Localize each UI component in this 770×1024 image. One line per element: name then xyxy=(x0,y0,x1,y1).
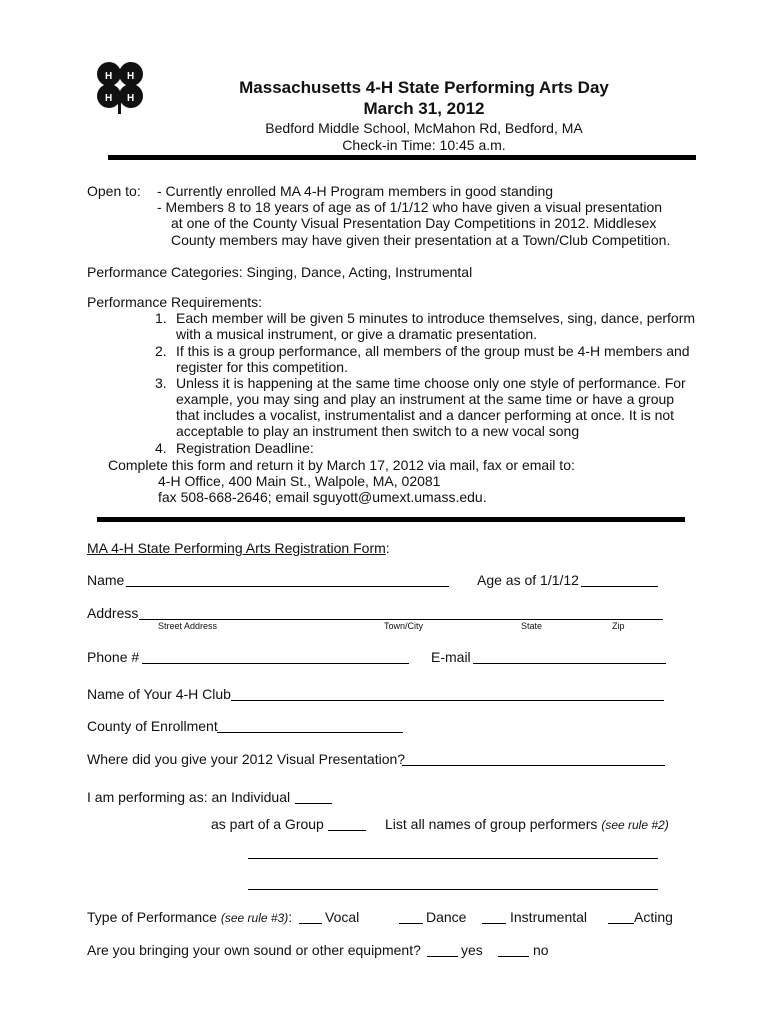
county-label: County of Enrollment xyxy=(87,718,218,734)
dance-label: Dance xyxy=(426,909,467,925)
age-label: Age as of 1/1/12 xyxy=(477,572,579,588)
rule-3-text: Unless it is happening at the same time choose only one style of performance. For xyxy=(176,375,686,391)
performance-type-rule: (see rule #3) xyxy=(220,911,289,925)
dance-checkbox[interactable] xyxy=(399,923,423,924)
club-label: Name of Your 4-H Club xyxy=(87,686,231,702)
rule-1-text: Each member will be given 5 minutes to introduce themselves, sing, dance, perform xyxy=(176,310,696,326)
state-caption: State xyxy=(521,621,543,631)
county-field[interactable] xyxy=(217,732,403,733)
event-location: Bedford Middle School, McMahon Rd, Bedford, MA xyxy=(265,120,583,136)
group-performers-field-1[interactable] xyxy=(248,858,658,859)
rule-number: 4. xyxy=(155,440,167,456)
group-performers-text: List all names of group performers xyxy=(385,816,598,832)
club-field[interactable] xyxy=(231,700,664,701)
rule-4-text: Registration Deadline: xyxy=(176,440,314,456)
page-title: Massachusetts 4-H State Performing Arts Day xyxy=(239,78,609,97)
individual-field[interactable] xyxy=(295,803,332,804)
rule-number: 1. xyxy=(155,310,167,326)
visual-presentation-field[interactable] xyxy=(402,765,665,766)
open-to-item-2-cont: County members may have given their presentation at a Town/Club Competition. xyxy=(171,232,671,248)
header-divider xyxy=(108,155,696,160)
performance-type-colon: : xyxy=(288,909,293,925)
form-heading xyxy=(87,540,390,556)
address-label: Address xyxy=(87,605,139,621)
open-to-item-2-cont: at one of the County Visual Presentation Day Competitions in 2012. Middlesex xyxy=(171,215,657,231)
vocal-checkbox[interactable] xyxy=(299,923,322,924)
vocal-label: Vocal xyxy=(325,909,360,925)
checkin-time: Check-in Time: 10:45 a.m. xyxy=(342,137,506,153)
svg-text:H: H xyxy=(105,93,113,104)
name-label: Name xyxy=(87,572,125,588)
performing-as-label: I am performing as: an Individual xyxy=(87,789,291,805)
equipment-yes-label: yes xyxy=(461,942,483,958)
svg-text:H: H xyxy=(127,71,135,82)
phone-label: Phone # xyxy=(87,649,140,665)
requirements-heading: Performance Requirements: xyxy=(87,294,263,310)
group-performers-label xyxy=(385,816,669,832)
equipment-no-label: no xyxy=(533,942,549,958)
group-label: as part of a Group xyxy=(211,816,324,832)
svg-text:H: H xyxy=(105,71,113,82)
rule-3-text: acceptable to play an instrument then switch to a new vocal song xyxy=(176,423,580,439)
zip-caption: Zip xyxy=(612,621,625,631)
event-date: March 31, 2012 xyxy=(363,99,485,118)
town-city-caption: Town/City xyxy=(384,621,424,631)
visual-presentation-label: Where did you give your 2012 Visual Presentation? xyxy=(87,751,406,767)
open-to-label: Open to: xyxy=(87,183,141,199)
rule-number: 3. xyxy=(155,375,167,391)
form-heading-text: MA 4-H State Performing Arts Registration Form xyxy=(87,540,386,556)
office-contact: fax 508-668-2646; email sguyott@umext.umass.edu. xyxy=(158,489,487,505)
office-address: 4-H Office, 400 Main St., Walpole, MA, 02081 xyxy=(158,473,441,489)
form-heading-colon: : xyxy=(385,540,390,556)
rule-2-text: register for this competition. xyxy=(176,359,348,375)
equipment-yes-field[interactable] xyxy=(427,956,458,957)
rule-number: 2. xyxy=(155,343,167,359)
age-field[interactable] xyxy=(581,586,658,587)
4h-clover-logo xyxy=(88,56,152,120)
name-field[interactable] xyxy=(126,586,449,587)
equipment-no-field[interactable] xyxy=(498,956,529,957)
section-divider xyxy=(97,517,685,522)
street-address-caption: Street Address xyxy=(158,621,218,631)
instrumental-checkbox[interactable] xyxy=(482,923,506,924)
deadline-text: Complete this form and return it by March 17, 2012 via mail, fax or email to: xyxy=(108,457,575,473)
performance-type-label xyxy=(87,909,292,925)
open-to-item-2: - Members 8 to 18 years of age as of 1/1/12 who have given a visual presentation xyxy=(157,199,663,215)
rule-2-text: If this is a group performance, all members of the group must be 4-H members and xyxy=(176,343,690,359)
acting-checkbox[interactable] xyxy=(608,923,634,924)
rule-1-text: with a musical instrument, or give a dramatic presentation. xyxy=(176,326,538,342)
email-field[interactable] xyxy=(473,663,666,664)
group-performers-rule: (see rule #2) xyxy=(601,818,669,832)
rule-3-text: example, you may sing and play an instrument at the same time or have a group xyxy=(176,391,675,407)
phone-field[interactable] xyxy=(142,663,409,664)
group-field[interactable] xyxy=(328,830,366,831)
performance-type-text: Type of Performance xyxy=(87,909,217,925)
acting-label: Acting xyxy=(634,909,673,925)
email-label: E-mail xyxy=(431,649,471,665)
equipment-label: Are you bringing your own sound or other equipment? xyxy=(87,942,421,958)
rule-3-text: that includes a vocalist, instrumentalist and a dancer performing at once. It is not xyxy=(176,407,675,423)
svg-text:H: H xyxy=(127,93,135,104)
instrumental-label: Instrumental xyxy=(510,909,588,925)
address-field[interactable] xyxy=(139,619,663,620)
group-performers-field-2[interactable] xyxy=(248,889,658,890)
open-to-item-1: - Currently enrolled MA 4-H Program members in good standing xyxy=(157,183,554,199)
performance-categories: Performance Categories: Singing, Dance, Acting, Instrumental xyxy=(87,264,473,280)
